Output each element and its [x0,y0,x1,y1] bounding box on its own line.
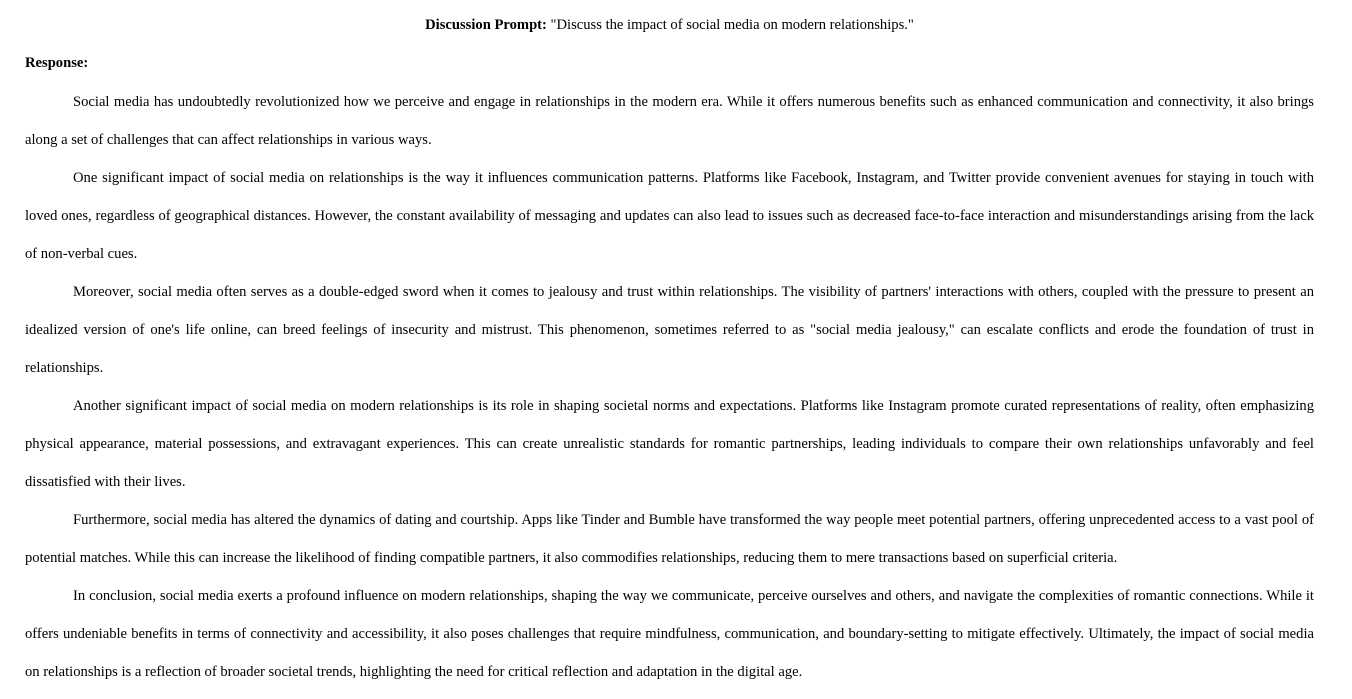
response-body [25,83,1314,691]
paragraph-intro: Social media has undoubtedly revolutionized how we perceive and engage in relationships in the modern era. While it offers numerous benefits such as enhanced communication and connectivity, it also brings along a set of challenges that can affect relationships in various ways. [25,94,1314,148]
paragraph-conclusion: In conclusion, social media exerts a profound influence on modern relationships, shaping the way we communicate, perceive ourselves and others, and navigate the complexities of romantic connections. While it offers undeniable benefits in terms of connectivity and accessibility, it also poses challenges that require mindfulness, communication, and boundary-setting to mitigate effectively. Ultimately, the impact of social media on relationships is a reflection of broader societal trends, highlighting the need for critical reflection and adaptation in the digital age. [25,588,1314,680]
discussion-prompt [25,14,1314,36]
response-label: Response: [25,55,89,71]
paragraph-jealousy-trust: Moreover, social media often serves as a double-edged sword when it comes to jealousy and trust within relationships. The visibility of partners' interactions with others, coupled with the pressure to present an idealized version of one's life online, can breed feelings of insecurity and mistrust. This phenomenon, sometimes referred to as "social media jealousy," can escalate conflicts and erode the foundation of trust in relationships. [25,284,1314,376]
paragraph-dating: Furthermore, social media has altered the dynamics of dating and courtship. Apps like Tinder and Bumble have transformed the way people meet potential partners, offering unprecedented access to a vast pool of potential matches. While this can increase the likelihood of finding compatible partners, it also commodifies relationships, reducing them to mere transactions based on superficial criteria. [25,512,1314,566]
paragraph-societal-norms: Another significant impact of social media on modern relationships is its role in shaping societal norms and expectations. Platforms like Instagram promote curated representations of reality, often emphasizing physical appearance, material possessions, and extravagant experiences. This can create unrealistic standards for romantic partnerships, leading individuals to compare their own relationships unfavorably and feel dissatisfied with their lives. [25,398,1314,490]
paragraph-communication: One significant impact of social media on relationships is the way it influences communication patterns. Platforms like Facebook, Instagram, and Twitter provide convenient avenues for staying in touch with loved ones, regardless of geographical distances. However, the constant availability of messaging and updates can also lead to issues such as decreased face-to-face interaction and misunderstandings arising from the lack of non-verbal cues. [25,170,1314,262]
prompt-text: "Discuss the impact of social media on modern relationships." [546,17,914,33]
prompt-label: Discussion Prompt: [425,17,547,33]
